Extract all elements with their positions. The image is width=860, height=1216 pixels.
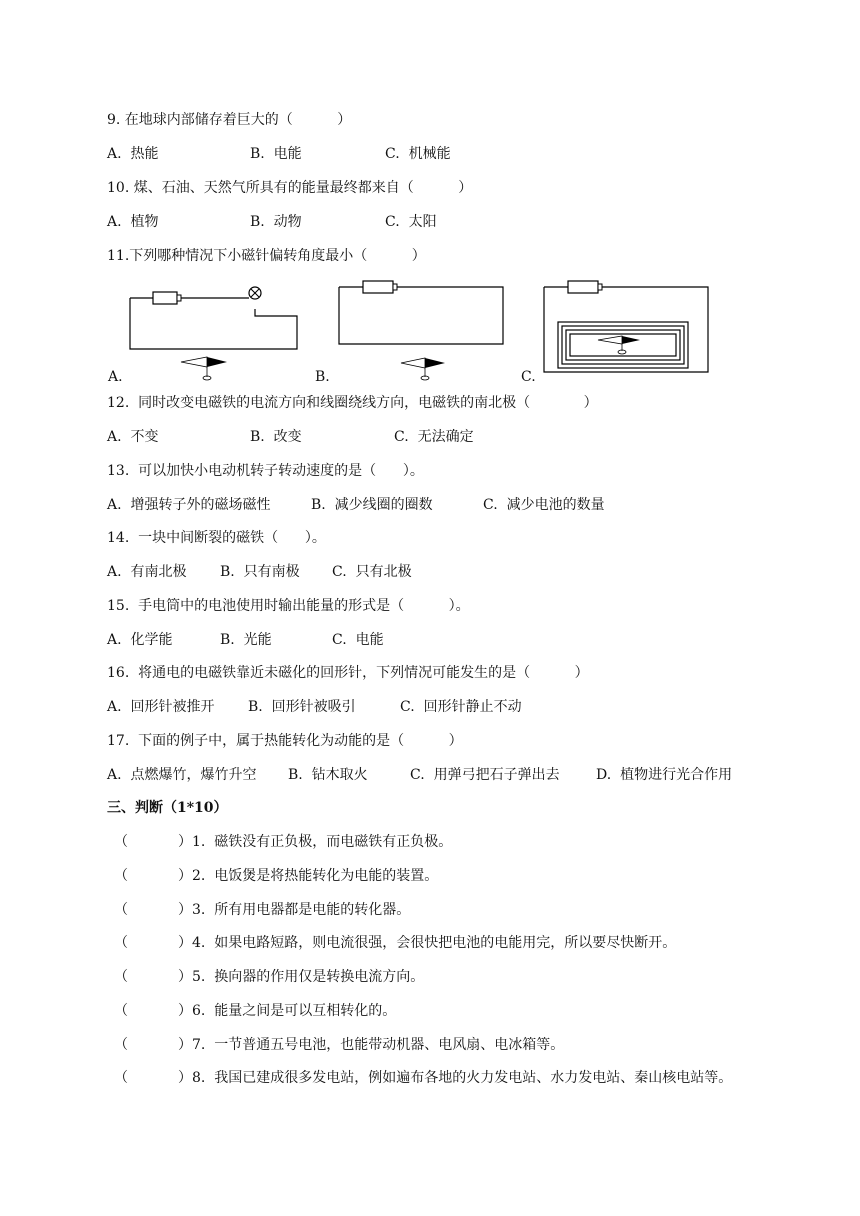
judge-item bbox=[114, 934, 676, 952]
section-3-title: 三、判断（1*10） bbox=[107, 800, 228, 816]
judge-item-text: ）5. 换向器的作用仅是转换电流方向。 bbox=[178, 969, 425, 985]
judge-item bbox=[114, 901, 410, 919]
question-9-option-a: A. 热能 bbox=[107, 146, 159, 162]
judge-item-text: ）6. 能量之间是可以互相转化的。 bbox=[178, 1003, 397, 1019]
judge-item-text: ）1. 磁铁没有正负极，而电磁铁有正负极。 bbox=[178, 834, 453, 850]
judge-paren: （ bbox=[114, 834, 128, 850]
judge-item-text: ）4. 如果电路短路，则电流很强，会很快把电池的电能用完，所以要尽快断开。 bbox=[178, 935, 677, 951]
question-11-option-b-label: B. bbox=[315, 369, 330, 385]
question-12-stem: 12. 同时改变电磁铁的电流方向和线圈绕线方向，电磁铁的南北极（ ） bbox=[107, 395, 598, 411]
judge-paren: （ bbox=[114, 1037, 128, 1053]
question-13-option-a: A. 增强转子外的磁场磁性 bbox=[107, 497, 271, 513]
circuit-diagram-c bbox=[540, 272, 715, 380]
question-10-option-a: A. 植物 bbox=[107, 214, 159, 230]
question-15-option-c: C. 电能 bbox=[332, 632, 384, 648]
question-17-option-d: D. 植物进行光合作用 bbox=[596, 767, 733, 783]
question-9-option-c: C. 机械能 bbox=[385, 146, 451, 162]
question-17-stem: 17. 下面的例子中，属于热能转化为动能的是（ ） bbox=[107, 733, 463, 749]
question-14-option-c: C. 只有北极 bbox=[332, 564, 412, 580]
judge-paren: （ bbox=[114, 902, 128, 918]
question-12-option-b: B. 改变 bbox=[250, 429, 302, 445]
question-15-stem: 15. 手电筒中的电池使用时输出能量的形式是（ ）。 bbox=[107, 598, 470, 614]
question-16-option-a: A. 回形针被推开 bbox=[107, 699, 215, 715]
judge-item bbox=[114, 1069, 732, 1087]
judge-item bbox=[114, 1036, 564, 1054]
question-12-option-a: A. 不变 bbox=[107, 429, 159, 445]
question-11-stem: 11.下列哪种情况下小磁针偏转角度最小（ ） bbox=[107, 248, 426, 264]
circuit-diagram-a bbox=[125, 283, 305, 383]
question-17-option-b: B. 钻木取火 bbox=[288, 767, 368, 783]
question-14-option-b: B. 只有南极 bbox=[220, 564, 300, 580]
judge-item bbox=[114, 867, 438, 885]
question-17-option-c: C. 用弹弓把石子弹出去 bbox=[410, 767, 560, 783]
question-14-stem: 14. 一块中间断裂的磁铁（ ）。 bbox=[107, 530, 326, 546]
judge-paren: （ bbox=[114, 1070, 128, 1086]
question-10-option-b: B. 动物 bbox=[250, 214, 302, 230]
question-9-option-b: B. 电能 bbox=[250, 146, 302, 162]
question-11-option-a-label: A. bbox=[108, 369, 123, 385]
judge-paren: （ bbox=[114, 868, 128, 884]
question-13-option-c: C. 减少电池的数量 bbox=[483, 497, 605, 513]
judge-item-text: ）8. 我国已建成很多发电站，例如遍布各地的火力发电站、水力发电站、秦山核电站等。 bbox=[178, 1070, 733, 1086]
question-10-option-c: C. 太阳 bbox=[385, 214, 437, 230]
question-16-option-b: B. 回形针被吸引 bbox=[248, 699, 356, 715]
question-15-option-b: B. 光能 bbox=[220, 632, 272, 648]
judge-item-text: ）2. 电饭煲是将热能转化为电能的装置。 bbox=[178, 868, 439, 884]
judge-item bbox=[114, 1002, 396, 1020]
judge-paren: （ bbox=[114, 935, 128, 951]
question-17-option-a: A. 点燃爆竹，爆竹升空 bbox=[107, 767, 257, 783]
judge-item-text: ）3. 所有用电器都是电能的转化器。 bbox=[178, 902, 411, 918]
judge-item bbox=[114, 833, 452, 851]
question-9-stem: 9. 在地球内部储存着巨大的（ ） bbox=[107, 112, 352, 128]
judge-item-text: ）7. 一节普通五号电池，也能带动机器、电风扇、电冰箱等。 bbox=[178, 1037, 565, 1053]
judge-item bbox=[114, 968, 424, 986]
question-10-stem: 10. 煤、石油、天然气所具有的能量最终都来自（ ） bbox=[107, 180, 473, 196]
question-13-option-b: B. 减少线圈的圈数 bbox=[311, 497, 433, 513]
judge-paren: （ bbox=[114, 1003, 128, 1019]
question-15-option-a: A. 化学能 bbox=[107, 632, 173, 648]
question-14-option-a: A. 有南北极 bbox=[107, 564, 187, 580]
judge-paren: （ bbox=[114, 969, 128, 985]
question-11-option-c-label: C. bbox=[521, 369, 536, 385]
question-12-option-c: C. 无法确定 bbox=[394, 429, 474, 445]
circuit-diagram-b bbox=[335, 272, 510, 384]
question-13-stem: 13. 可以加快小电动机转子转动速度的是（ ）。 bbox=[107, 463, 424, 479]
question-16-stem: 16. 将通电的电磁铁靠近未磁化的回形针，下列情况可能发生的是（ ） bbox=[107, 665, 589, 681]
question-16-option-c: C. 回形针静止不动 bbox=[400, 699, 522, 715]
